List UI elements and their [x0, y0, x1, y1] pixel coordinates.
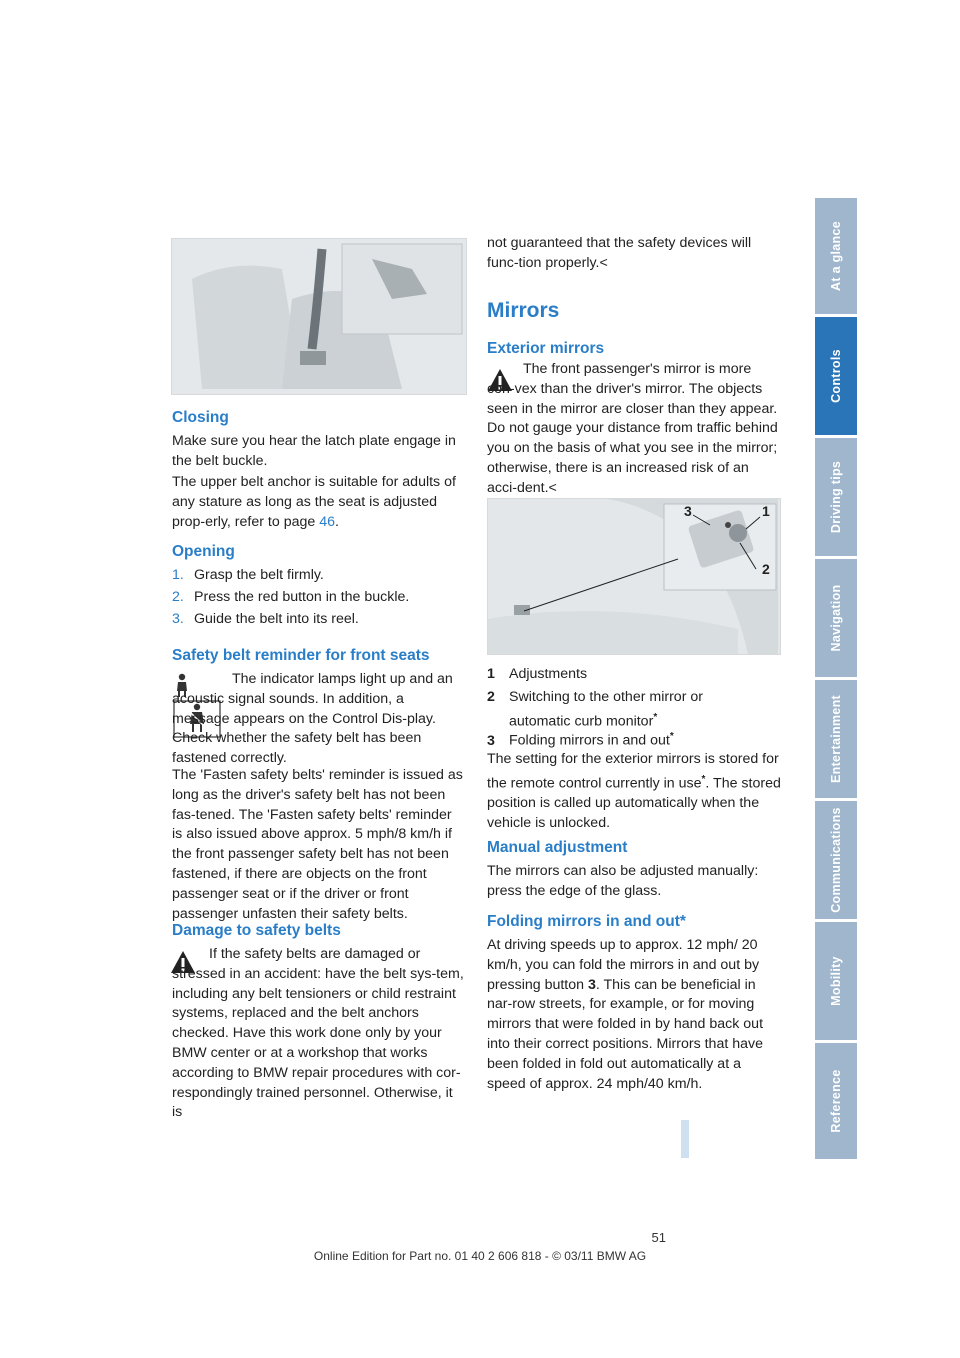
safety-belt-photo [171, 238, 467, 395]
sidebar-tab-reference[interactable] [815, 1043, 857, 1159]
folding-paragraph [487, 936, 782, 1094]
tab-label: Navigation [829, 584, 843, 652]
warning-text: The front passenger's mirror is more con-vex than the driver's mirror. The objects seen in the mirror are closer than they appear. Do not gauge your distance from traffic behind you on the basis of what you see in the mirror; otherwise, there is an increased risk of an acci-dent. [487, 361, 778, 496]
folding-text: At driving speeds up to approx. 12 mph/ 20 km/h, you can fold the mirrors in and out by pressing button [487, 937, 760, 993]
step-text: Grasp the belt firmly. [194, 567, 324, 583]
tab-label: Reference [829, 1069, 843, 1133]
end-mark: < [599, 254, 608, 271]
opening-heading: Opening [172, 543, 235, 560]
reminder-paragraph-1: The indicator lamps light up and an acoustic signal sounds. In addition, a message appears on the Control Dis-play. Check whether the safety belt has been fastened correctly. [172, 671, 453, 767]
opening-step [172, 610, 359, 630]
closing-paragraph-1: Make sure you hear the latch plate engage in the belt buckle. [172, 433, 456, 469]
button-ref: 3 [587, 976, 596, 993]
sidebar-tab-mobility[interactable] [815, 922, 857, 1040]
closing-heading: Closing [172, 409, 229, 426]
mirror-legend-item [487, 665, 782, 685]
period: . [334, 513, 339, 530]
edition-footer: Online Edition for Part no. 01 40 2 606 818 - © 03/11 BMW AG [313, 1249, 647, 1263]
closing-paragraph-2 [172, 473, 465, 532]
legend-number: 3 [487, 732, 495, 749]
page-number: 51 [651, 1230, 666, 1245]
stored-text: . The stored position is called up automatically when the vehicle is unlocked. [487, 775, 781, 832]
manual-paragraph: The mirrors can also be adjusted manually: press the edge of the glass. [487, 863, 759, 899]
sidebar-tab-at-a-glance[interactable] [815, 198, 857, 314]
page-link[interactable]: 46 [319, 513, 335, 530]
tab-label: Driving tips [829, 460, 843, 534]
folding-heading: Folding mirrors in and out* [487, 913, 686, 930]
callout-2: 2 [762, 561, 770, 577]
continued-paragraph [487, 234, 782, 274]
mirrors-heading: Mirrors [487, 299, 560, 322]
callout-3: 3 [684, 503, 692, 519]
sidebar-tab-controls[interactable] [815, 317, 857, 435]
mirror-legend-item [487, 727, 782, 752]
exterior-warning-paragraph [487, 360, 782, 499]
step-number: 2. [172, 589, 184, 605]
damage-paragraph: If the safety belts are damaged or stressed in an accident: have the belt sys-tem, including any belt tensioners or child restraint systems, replaced and the belt anchors checked. Have this work done only by your BMW center or at a workshop that works according to BMW repair procedures with cor-respondingly trained personnel. Otherwise, it is [172, 946, 464, 1121]
stored-text: The setting for the exterior mirrors is stored for the remote control currently in use [487, 751, 779, 792]
tab-label: Communications [829, 807, 843, 913]
mirror-legend-item [487, 688, 782, 732]
optional-star: * [701, 773, 706, 785]
legend-number: 2 [487, 689, 495, 705]
sidebar-tab-entertainment[interactable] [815, 680, 857, 798]
optional-star: * [653, 711, 658, 723]
step-number: 1. [172, 567, 184, 583]
mirror-controls-photo [487, 498, 781, 655]
damage-heading: Damage to safety belts [172, 922, 341, 939]
reminder-heading: Safety belt reminder for front seats [172, 647, 430, 664]
end-mark: < [548, 479, 557, 496]
optional-star: * [669, 731, 674, 742]
manual-adjustment-heading: Manual adjustment [487, 839, 628, 856]
sidebar-tab-navigation[interactable] [815, 559, 857, 677]
tab-label: At a glance [829, 221, 843, 291]
legend-text: Folding mirrors in and out [509, 732, 670, 749]
sidebar-tab-driving-tips[interactable] [815, 438, 857, 556]
reminder-paragraph-2: The 'Fasten safety belts' reminder is issued as long as the driver's safety belt has not been fas-tened. The 'Fasten safety belts' reminder is also issued above approx. 5 mph/8 km/h if the front passenger safety belt has not been fastened, if there are objects on the front passenger seat or if the driver or front passenger unfasten their safety belts. [172, 767, 463, 922]
step-text: Press the red button in the buckle. [194, 589, 410, 605]
legend-text: Adjustments [509, 666, 588, 682]
tab-label: Mobility [829, 956, 843, 1006]
legend-number: 1 [487, 666, 495, 682]
step-number: 3. [172, 611, 184, 627]
callout-1: 1 [762, 503, 770, 519]
continued-text: not guaranteed that the safety devices will func-tion properly. [487, 235, 752, 271]
folding-text: . This can be beneficial in nar-row streets, for example, or for moving mirrors that were folded in by hand back out into their correct positions. Mirrors that have been folded in fold out automatically at a speed of approx. 24 mph/40 km/h. [487, 976, 764, 1092]
sidebar-tab-communications[interactable] [815, 801, 857, 919]
opening-step [172, 588, 409, 608]
legend-text: Switching to the other mirror or automatic curb monitor [509, 689, 703, 730]
step-text: Guide the belt into its reel. [194, 611, 359, 627]
tab-label: Entertainment [829, 695, 843, 783]
page-marker-bar [681, 1120, 689, 1158]
closing-text: The upper belt anchor is suitable for adults of any stature as long as the seat is adjusted prop-erly, refer to page [172, 474, 456, 530]
tab-label: Controls [829, 349, 843, 403]
opening-step [172, 566, 324, 586]
exterior-mirrors-heading: Exterior mirrors [487, 340, 605, 357]
stored-paragraph [487, 750, 782, 834]
